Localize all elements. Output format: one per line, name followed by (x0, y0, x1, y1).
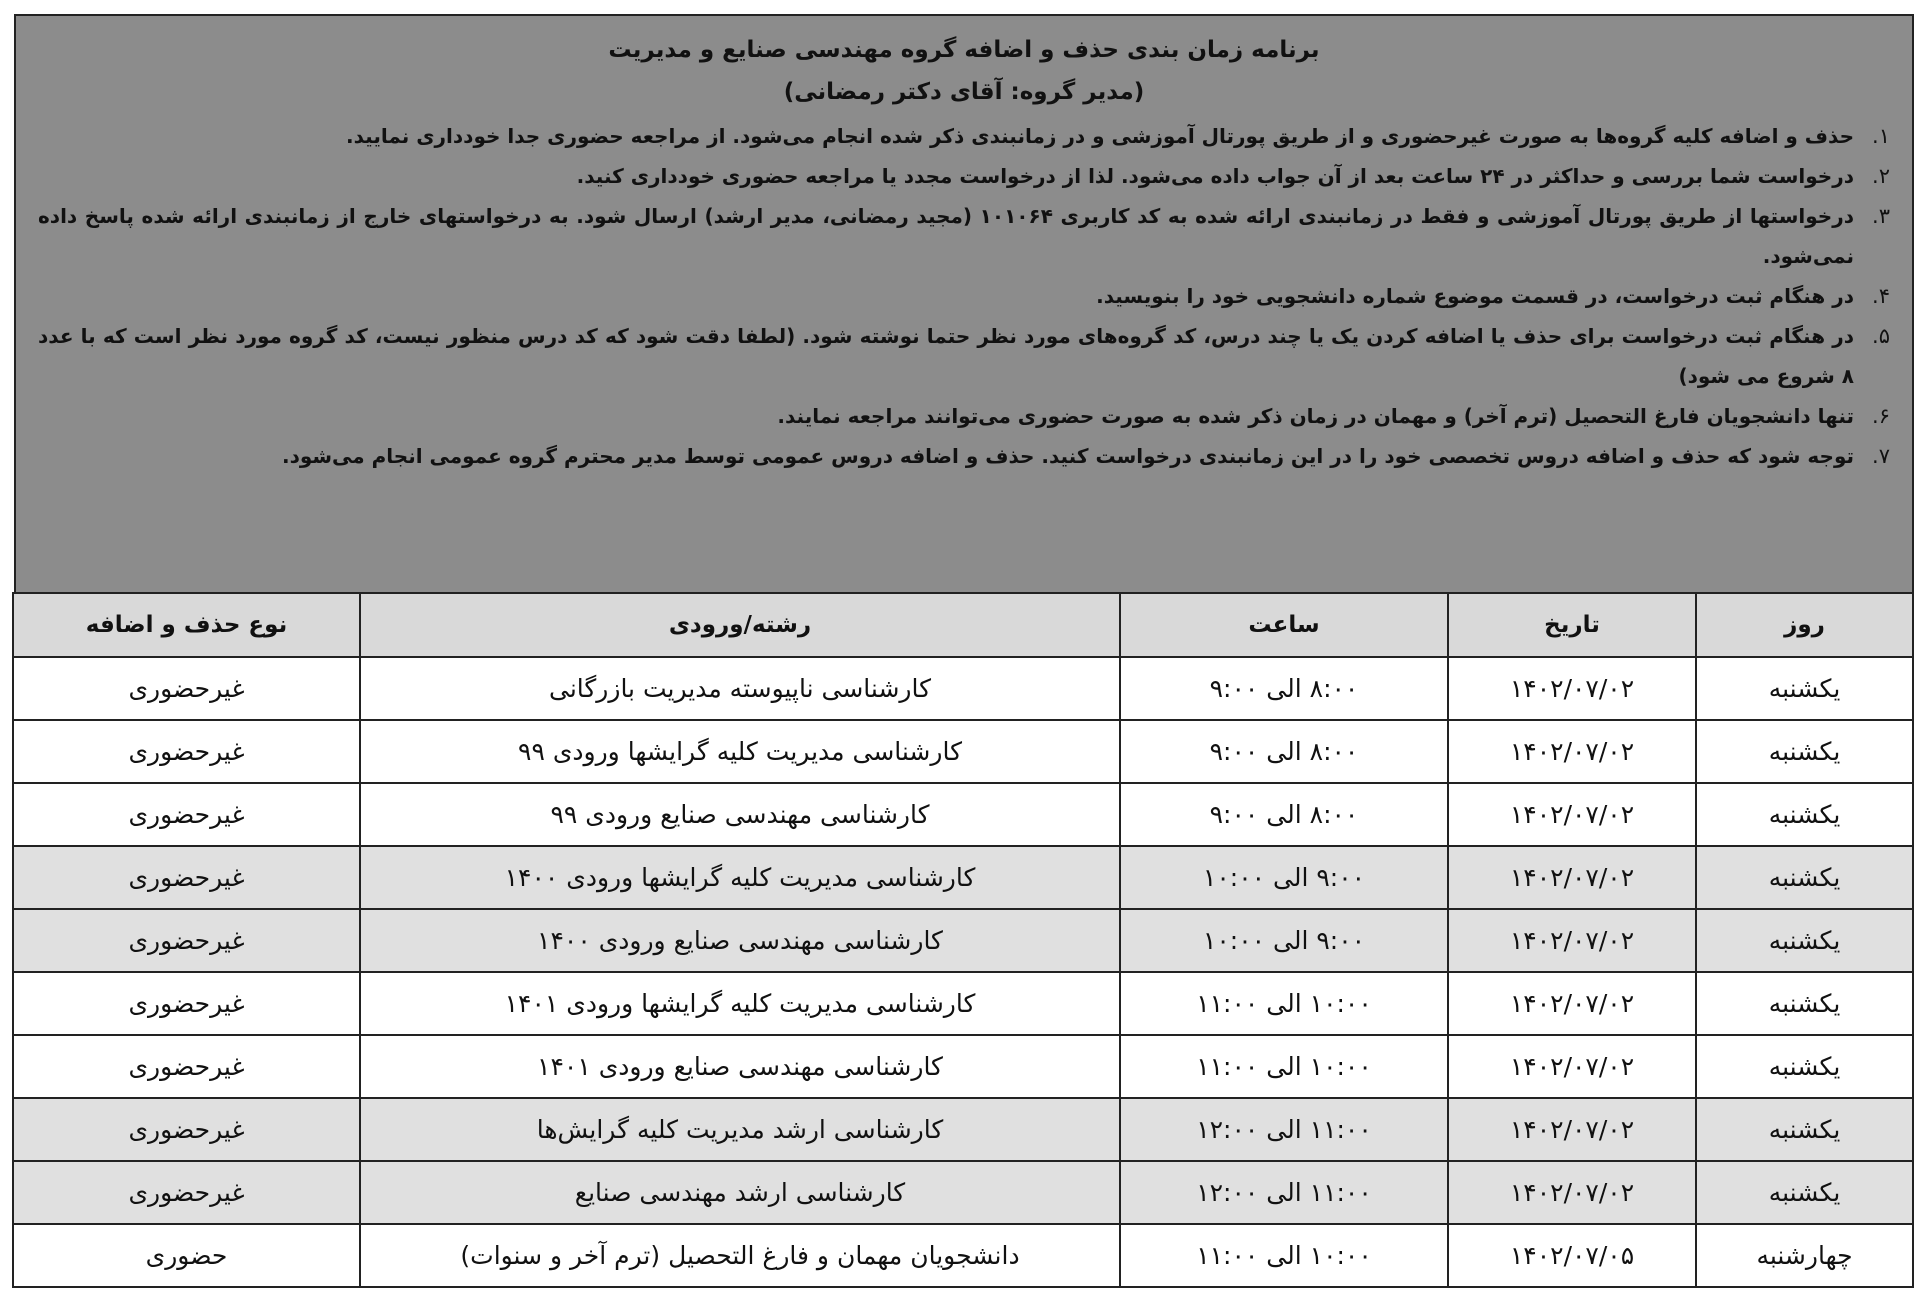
cell-date: ۱۴۰۲/۰۷/۰۲ (1448, 720, 1696, 783)
header-date: تاریخ (1448, 593, 1696, 657)
cell-day: یکشنبه (1696, 846, 1913, 909)
cell-field: کارشناسی مدیریت کلیه گرایشها ورودی ۱۴۰۰ (360, 846, 1120, 909)
cell-time: ۱۰:۰۰ الی ۱۱:۰۰ (1120, 1224, 1448, 1287)
rule-text: در هنگام ثبت درخواست برای حذف یا اضافه کردن یک یا چند درس، کد گروه‌های مورد نظر حتما نوشته شود. (لطفا دقت شود که کد درس منظور نیست، کد گروه مورد نظر است که با عدد ۸ شروع می شود) (38, 324, 1854, 388)
rule-text: تنها دانشجویان فارغ التحصیل (ترم آخر) و مهمان در زمان ذکر شده به صورت حضوری می‌توانند مراجعه نمایند. (777, 404, 1854, 428)
cell-day: یکشنبه (1696, 1035, 1913, 1098)
cell-date: ۱۴۰۲/۰۷/۰۲ (1448, 846, 1696, 909)
table-header-row (13, 593, 1913, 657)
cell-field: کارشناسی مدیریت کلیه گرایشها ورودی ۱۴۰۱ (360, 972, 1120, 1035)
rules-list (38, 116, 1890, 476)
rule-text: در هنگام ثبت درخواست، در قسمت موضوع شماره دانشجویی خود را بنویسید. (1096, 284, 1854, 308)
cell-date: ۱۴۰۲/۰۷/۰۲ (1448, 1161, 1696, 1224)
cell-day: یکشنبه (1696, 783, 1913, 846)
rule-number: ۳. (1872, 204, 1890, 228)
cell-time: ۹:۰۰ الی ۱۰:۰۰ (1120, 909, 1448, 972)
notice-box (14, 14, 1914, 592)
table-row (13, 972, 1913, 1035)
cell-day: یکشنبه (1696, 1161, 1913, 1224)
cell-date: ۱۴۰۲/۰۷/۰۲ (1448, 783, 1696, 846)
header-time: ساعت (1120, 593, 1448, 657)
rule-number: ۴. (1872, 284, 1890, 308)
rule-item (38, 436, 1890, 476)
cell-day: یکشنبه (1696, 657, 1913, 720)
cell-field: کارشناسی ارشد مهندسی صنایع (360, 1161, 1120, 1224)
table-row (13, 720, 1913, 783)
header-type: نوع حذف و اضافه (13, 593, 360, 657)
cell-time: ۱۰:۰۰ الی ۱۱:۰۰ (1120, 972, 1448, 1035)
table-row (13, 783, 1913, 846)
header-field: رشته/ورودی (360, 593, 1120, 657)
cell-field: کارشناسی ناپیوسته مدیریت بازرگانی (360, 657, 1120, 720)
schedule-table (12, 592, 1914, 1288)
rule-number: ۷. (1872, 444, 1890, 468)
rule-number: ۲. (1872, 164, 1890, 188)
rule-item (38, 156, 1890, 196)
cell-time: ۹:۰۰ الی ۱۰:۰۰ (1120, 846, 1448, 909)
rule-item (38, 196, 1890, 276)
rule-number: ۵. (1872, 324, 1890, 348)
notice-title: برنامه زمان بندی حذف و اضافه گروه مهندسی صنایع و مدیریت (608, 37, 1320, 63)
table-row (13, 1098, 1913, 1161)
cell-type: غیرحضوری (13, 846, 360, 909)
cell-time: ۱۱:۰۰ الی ۱۲:۰۰ (1120, 1161, 1448, 1224)
table-row (13, 846, 1913, 909)
cell-time: ۱۰:۰۰ الی ۱۱:۰۰ (1120, 1035, 1448, 1098)
table-row (13, 1161, 1913, 1224)
cell-type: غیرحضوری (13, 783, 360, 846)
cell-date: ۱۴۰۲/۰۷/۰۲ (1448, 1098, 1696, 1161)
cell-day: یکشنبه (1696, 1098, 1913, 1161)
cell-type: غیرحضوری (13, 1161, 360, 1224)
rule-text: درخواست شما بررسی و حداکثر در ۲۴ ساعت بعد از آن جواب داده می‌شود. لذا از درخواست مجدد یا مراجعه حضوری خودداری کنید. (576, 164, 1854, 188)
cell-day: یکشنبه (1696, 720, 1913, 783)
header-day: روز (1696, 593, 1913, 657)
cell-type: غیرحضوری (13, 657, 360, 720)
table-row (13, 1224, 1913, 1287)
rule-text: توجه شود که حذف و اضافه دروس تخصصی خود را در این زمانبندی درخواست کنید. حذف و اضافه دروس عمومی توسط مدیر محترم گروه عمومی انجام می‌شود. (281, 444, 1854, 468)
cell-field: کارشناسی ارشد مدیریت کلیه گرایش‌ها (360, 1098, 1120, 1161)
cell-date: ۱۴۰۲/۰۷/۰۲ (1448, 1035, 1696, 1098)
rule-text: حذف و اضافه کلیه گروه‌ها به صورت غیرحضوری و از طریق پورتال آموزشی و در زمانبندی ذکر شده انجام می‌شود. از مراجعه حضوری جدا خودداری نمایید. (346, 124, 1854, 148)
cell-field: کارشناسی مدیریت کلیه گرایشها ورودی ۹۹ (360, 720, 1120, 783)
cell-type: غیرحضوری (13, 909, 360, 972)
cell-time: ۸:۰۰ الی ۹:۰۰ (1120, 657, 1448, 720)
cell-type: غیرحضوری (13, 1098, 360, 1161)
cell-day: یکشنبه (1696, 909, 1913, 972)
rule-number: ۶. (1872, 404, 1890, 428)
cell-type: غیرحضوری (13, 720, 360, 783)
table-row (13, 1035, 1913, 1098)
rule-item (38, 116, 1890, 156)
cell-date: ۱۴۰۲/۰۷/۰۲ (1448, 909, 1696, 972)
cell-type: غیرحضوری (13, 972, 360, 1035)
table-row (13, 657, 1913, 720)
cell-field: کارشناسی مهندسی صنایع ورودی ۹۹ (360, 783, 1120, 846)
cell-date: ۱۴۰۲/۰۷/۰۲ (1448, 657, 1696, 720)
cell-type: حضوری (13, 1224, 360, 1287)
rule-item (38, 316, 1890, 396)
cell-field: کارشناسی مهندسی صنایع ورودی ۱۴۰۰ (360, 909, 1120, 972)
cell-time: ۱۱:۰۰ الی ۱۲:۰۰ (1120, 1098, 1448, 1161)
table-row (13, 909, 1913, 972)
cell-field: کارشناسی مهندسی صنایع ورودی ۱۴۰۱ (360, 1035, 1120, 1098)
rule-text: درخواستها از طریق پورتال آموزشی و فقط در زمانبندی ارائه شده به کد کاربری ۱۰۱۰۶۴ (مجید رمضانی، مدیر ارشد) ارسال شود. به درخواستهای خارج از زمانبندی ارائه شده پاسخ داده نمی‌شود. (38, 204, 1854, 268)
cell-time: ۸:۰۰ الی ۹:۰۰ (1120, 720, 1448, 783)
rule-item (38, 396, 1890, 436)
document-page (14, 14, 1914, 1288)
rule-item (38, 276, 1890, 316)
cell-day: چهارشنبه (1696, 1224, 1913, 1287)
cell-time: ۸:۰۰ الی ۹:۰۰ (1120, 783, 1448, 846)
cell-day: یکشنبه (1696, 972, 1913, 1035)
rule-number: ۱. (1872, 124, 1890, 148)
notice-subtitle: (مدیر گروه: آقای دکتر رمضانی) (783, 79, 1145, 105)
cell-date: ۱۴۰۲/۰۷/۰۲ (1448, 972, 1696, 1035)
cell-field: دانشجویان مهمان و فارغ التحصیل (ترم آخر و سنوات) (360, 1224, 1120, 1287)
cell-date: ۱۴۰۲/۰۷/۰۵ (1448, 1224, 1696, 1287)
cell-type: غیرحضوری (13, 1035, 360, 1098)
